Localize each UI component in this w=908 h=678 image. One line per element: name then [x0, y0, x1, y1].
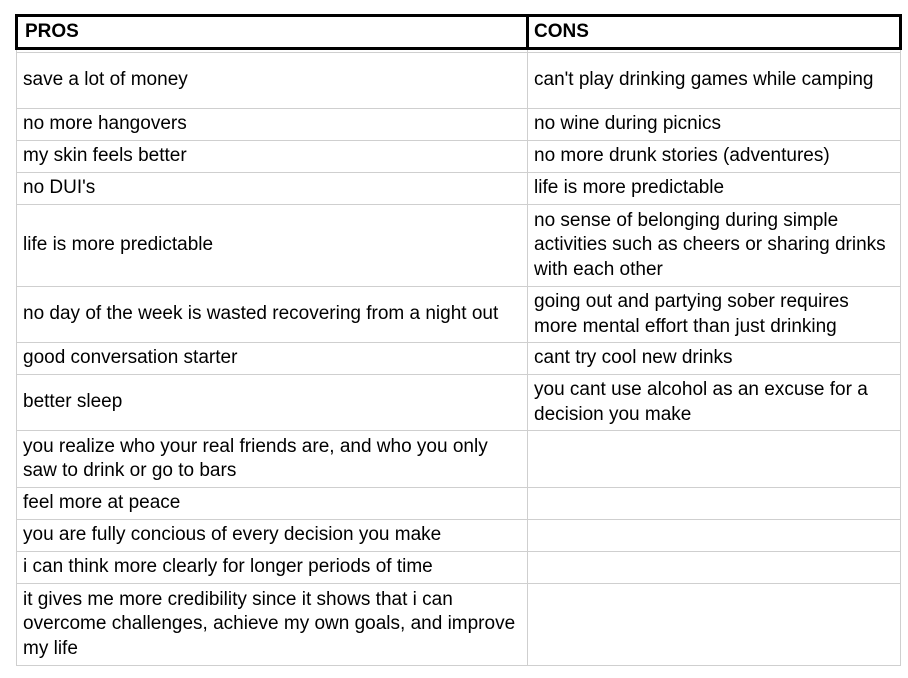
pro-cell[interactable]: better sleep	[17, 375, 528, 431]
pro-cell[interactable]: no DUI's	[17, 173, 528, 205]
pro-cell[interactable]: feel more at peace	[17, 488, 528, 520]
pro-cell[interactable]: you are fully concious of every decision you make	[17, 520, 528, 552]
pros-header-cell[interactable]: PROS	[17, 16, 528, 49]
con-cell[interactable]: can't play drinking games while camping	[528, 53, 901, 109]
con-cell[interactable]	[528, 431, 901, 488]
table-row	[17, 584, 901, 666]
table-row	[17, 287, 901, 343]
pro-cell[interactable]: my skin feels better	[17, 141, 528, 173]
table-row	[17, 109, 901, 141]
pro-cell[interactable]: i can think more clearly for longer periods of time	[17, 552, 528, 584]
cons-header-cell[interactable]: CONS	[528, 16, 901, 49]
pro-cell[interactable]: you realize who your real friends are, and who you only saw to drink or go to bars	[17, 431, 528, 488]
table-row	[17, 343, 901, 375]
table-row	[17, 552, 901, 584]
pro-cell[interactable]: life is more predictable	[17, 205, 528, 287]
table-row	[17, 173, 901, 205]
table-row	[17, 53, 901, 109]
con-cell[interactable]: no more drunk stories (adventures)	[528, 141, 901, 173]
table-row	[17, 141, 901, 173]
con-cell[interactable]: cant try cool new drinks	[528, 343, 901, 375]
pro-cell[interactable]: it gives me more credibility since it shows that i can overcome challenges, achieve my own goals, and improve my life	[17, 584, 528, 666]
table-row	[17, 431, 901, 488]
pros-cons-table	[15, 14, 902, 666]
con-cell[interactable]: going out and partying sober requires more mental effort than just drinking	[528, 287, 901, 343]
table-row	[17, 205, 901, 287]
con-cell[interactable]	[528, 520, 901, 552]
table-row	[17, 520, 901, 552]
pro-cell[interactable]: no more hangovers	[17, 109, 528, 141]
con-cell[interactable]	[528, 552, 901, 584]
pro-cell[interactable]: save a lot of money	[17, 53, 528, 109]
table-row	[17, 375, 901, 431]
con-cell[interactable]	[528, 488, 901, 520]
con-cell[interactable]: no sense of belonging during simple activities such as cheers or sharing drinks with each other	[528, 205, 901, 287]
table-row	[17, 488, 901, 520]
con-cell[interactable]: no wine during picnics	[528, 109, 901, 141]
pro-cell[interactable]: good conversation starter	[17, 343, 528, 375]
con-cell[interactable]	[528, 584, 901, 666]
header-row	[17, 16, 901, 49]
con-cell[interactable]: life is more predictable	[528, 173, 901, 205]
pros-cons-sheet	[15, 14, 899, 666]
con-cell[interactable]: you cant use alcohol as an excuse for a decision you make	[528, 375, 901, 431]
pro-cell[interactable]: no day of the week is wasted recovering from a night out	[17, 287, 528, 343]
